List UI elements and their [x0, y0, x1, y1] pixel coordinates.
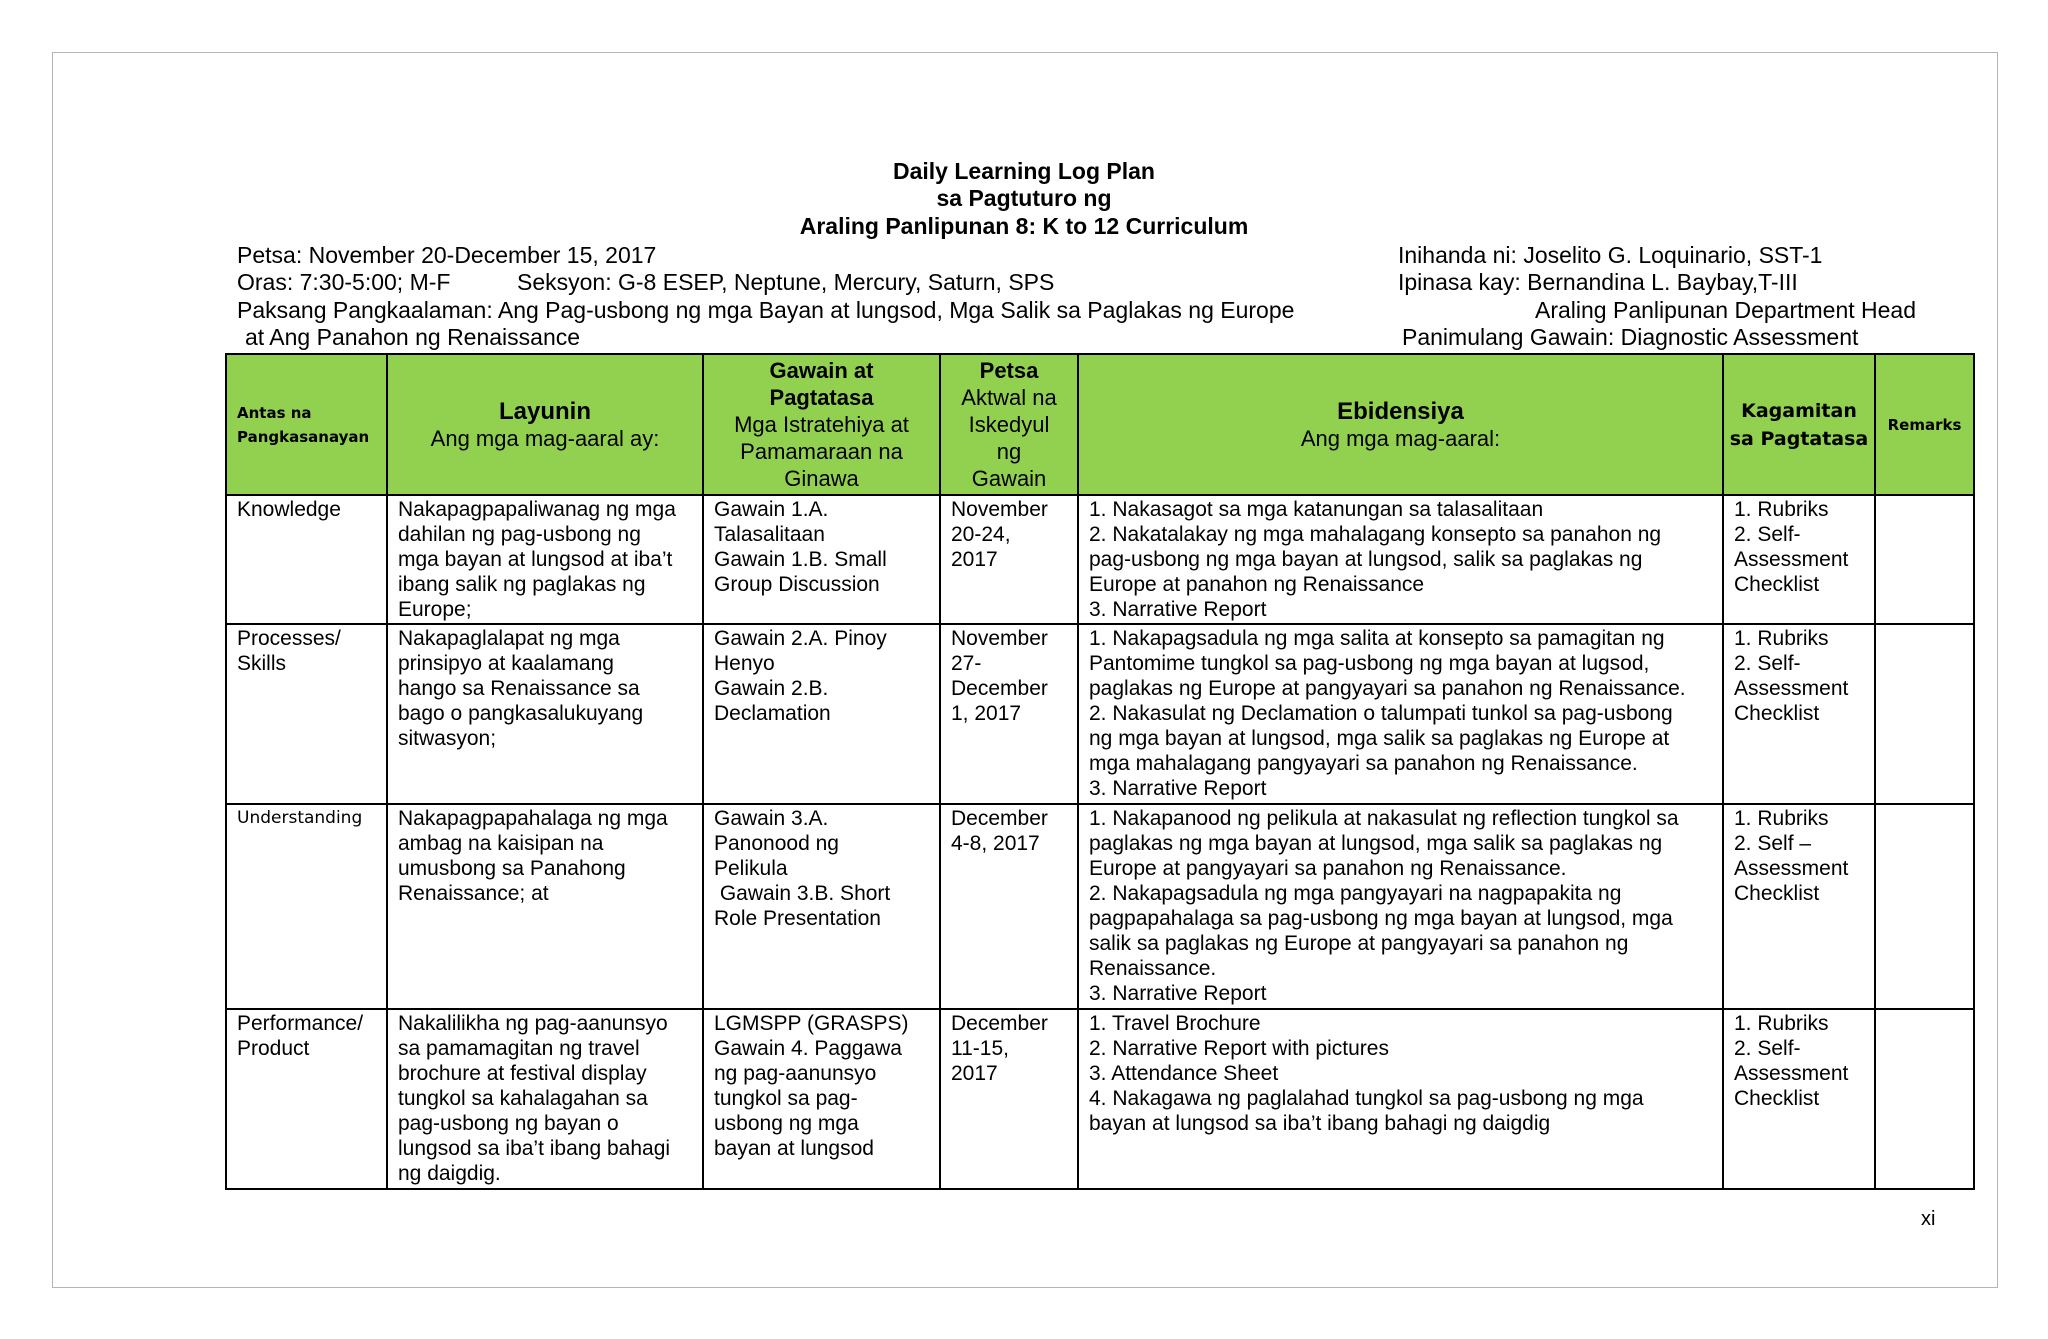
cell-ebidensiya: 1. Nakapanood ng pelikula at nakasulat ng reflection tungkol sa paglakas ng mga bayan at lungsod, mga salik sa paglakas ng Europe at pangyayari sa panahon ng Renaissance. 2. Nakapagsadula ng mga pangyayari na nagpapakita ng pagpapahalaga sa pag-usbong ng mga bayan at lungsod, mga salik sa paglakas ng Europe at pangyayari sa panahon ng Renaissance. 3. Narrative Report: [1078, 804, 1723, 1009]
cell-remarks: [1875, 804, 1974, 1009]
header-layunin: Layunin Ang mga mag-aaral ay:: [387, 354, 703, 495]
table-header-row: [226, 354, 1974, 495]
header-ebidensiya: Ebidensiya Ang mga mag-aaral:: [1078, 354, 1723, 495]
table-row-performance: [226, 1009, 1974, 1189]
cell-remarks: [1875, 1009, 1974, 1189]
cell-kagamitan: 1. Rubriks 2. Self- Assessment Checklist: [1723, 624, 1875, 804]
paksa-line-2: at Ang Panahon ng Renaissance: [245, 324, 581, 350]
cell-layunin: Nakapagpapaliwanag ng mga dahilan ng pag-usbong ng mga bayan at lungsod at iba’t ibang salik ng paglakas ng Europe;: [387, 495, 703, 624]
cell-gawain: LGMSPP (GRASPS) Gawain 4. Paggawa ng pag-aanunsyo tungkol sa pag- usbong ng mga bayan at lungsod: [703, 1009, 940, 1189]
table-row-knowledge: [226, 495, 1974, 624]
cell-kagamitan: 1. Rubriks 2. Self- Assessment Checklist: [1723, 1009, 1875, 1189]
inihanda-label: Inihanda ni: Joselito G. Loquinario, SST-1: [1398, 242, 1823, 268]
header-remarks: Remarks: [1875, 354, 1974, 495]
title-line-1: Daily Learning Log Plan: [893, 158, 1155, 184]
seksyon-label: Seksyon: G-8 ESEP, Neptune, Mercury, Saturn, SPS: [517, 269, 1055, 295]
header-kagamitan: Kagamitan sa Pagtatasa: [1723, 354, 1875, 495]
header-antas: Antas na Pangkasanayan: [226, 354, 387, 495]
page-number: xi: [1921, 1208, 1936, 1230]
cell-ebidensiya: 1. Nakasagot sa mga katanungan sa talasalitaan 2. Nakatalakay ng mga mahalagang konsepto sa panahon ng pag-usbong ng mga bayan at lungsod, salik sa paglakas ng Europe at panahon ng Renaissance 3. Narrative Report: [1078, 495, 1723, 624]
oras-label: Oras: 7:30-5:00; M-F: [237, 269, 451, 295]
cell-antas: Processes/ Skills: [226, 624, 387, 804]
cell-antas: Performance/ Product: [226, 1009, 387, 1189]
cell-remarks: [1875, 495, 1974, 624]
paksa-line-1: Paksang Pangkaalaman: Ang Pag-usbong ng mga Bayan at lungsod, Mga Salik sa Paglakas ng Europe: [237, 297, 1295, 323]
learning-log-table: [225, 353, 1975, 1190]
panimulang-label: Panimulang Gawain: Diagnostic Assessment: [1402, 324, 1859, 350]
table-row-processes: [226, 624, 1974, 804]
header-gawain: Gawain at Pagtatasa Mga Istratehiya at Pamamaraan na Ginawa: [703, 354, 940, 495]
cell-gawain: Gawain 3.A. Panonood ng Pelikula Gawain 3.B. Short Role Presentation: [703, 804, 940, 1009]
cell-kagamitan: 1. Rubriks 2. Self- Assessment Checklist: [1723, 495, 1875, 624]
cell-antas: Knowledge: [226, 495, 387, 624]
cell-petsa: November 27- December 1, 2017: [940, 624, 1078, 804]
cell-remarks: [1875, 624, 1974, 804]
header-petsa: Petsa Aktwal na Iskedyul ng Gawain: [940, 354, 1078, 495]
cell-petsa: December 4-8, 2017: [940, 804, 1078, 1009]
cell-gawain: Gawain 1.A. Talasalitaan Gawain 1.B. Small Group Discussion: [703, 495, 940, 624]
cell-petsa: December 11-15, 2017: [940, 1009, 1078, 1189]
ipinasa-label: Ipinasa kay: Bernandina L. Baybay,T-III: [1398, 269, 1798, 295]
cell-layunin: Nakalilikha ng pag-aanunsyo sa pamamagitan ng travel brochure at festival display tungkol sa kahalagahan sa pag-usbong ng bayan o lungsod sa iba’t ibang bahagi ng daigdig.: [387, 1009, 703, 1189]
table-row-understanding: [226, 804, 1974, 1009]
title-line-2: sa Pagtuturo ng: [936, 185, 1112, 211]
department-label: Araling Panlipunan Department Head: [1535, 297, 1917, 323]
cell-kagamitan: 1. Rubriks 2. Self – Assessment Checklist: [1723, 804, 1875, 1009]
cell-antas: Understanding: [226, 804, 387, 1009]
cell-layunin: Nakapaglalapat ng mga prinsipyo at kaalamang hango sa Renaissance sa bago o pangkasalukuyang sitwasyon;: [387, 624, 703, 804]
cell-petsa: November 20-24, 2017: [940, 495, 1078, 624]
title-line-3: Araling Panlipunan 8: K to 12 Curriculum: [799, 213, 1249, 239]
petsa-label: Petsa: November 20-December 15, 2017: [237, 242, 657, 268]
cell-ebidensiya: 1. Nakapagsadula ng mga salita at konsepto sa pamagitan ng Pantomime tungkol sa pag-usbong ng mga bayan at lugsod, paglakas ng Europe at pangyayari sa panahon ng Renaissance. 2. Nakasulat ng Declamation o talumpati tunkol sa pag-usbong ng mga bayan at lungsod, mga salik sa paglakas ng Europe at mga mahalagang pangyayari sa panahon ng Renaissance. 3. Narrative Report: [1078, 624, 1723, 804]
cell-ebidensiya: 1. Travel Brochure 2. Narrative Report with pictures 3. Attendance Sheet 4. Nakagawa ng paglalahad tungkol sa pag-usbong ng mga bayan at lungsod sa iba’t ibang bahagi ng daigdig: [1078, 1009, 1723, 1189]
cell-gawain: Gawain 2.A. Pinoy Henyo Gawain 2.B. Declamation: [703, 624, 940, 804]
cell-layunin: Nakapagpapahalaga ng mga ambag na kaisipan na umusbong sa Panahong Renaissance; at: [387, 804, 703, 1009]
